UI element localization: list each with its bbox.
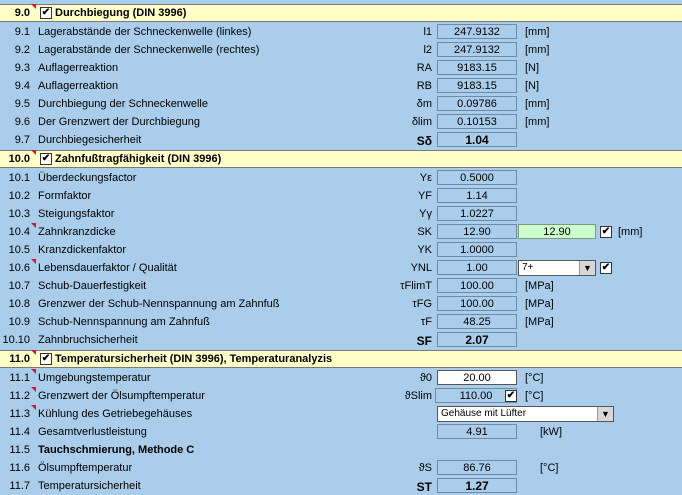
comment-marker[interactable] (31, 350, 36, 355)
row-11-4 (0, 423, 682, 441)
row-symbol: RA (416, 62, 432, 74)
row-label: Zahnkranzdicke (38, 226, 116, 238)
row-unit: [kW] (540, 426, 562, 438)
row-symbol: ST (416, 480, 432, 494)
row-value: 48.25 (437, 314, 517, 329)
row-label: Umgebungstemperatur (38, 372, 151, 384)
row-11-5 (0, 441, 682, 459)
row-10-10 (0, 331, 682, 349)
ambient-temperature-input[interactable]: 20.00 (437, 370, 517, 385)
row-11-7 (0, 477, 682, 495)
row-label: Gesamtverlustleistung (38, 426, 147, 438)
chevron-down-icon[interactable]: ▼ (579, 261, 595, 275)
row-11-2 (0, 387, 682, 405)
row-10-9 (0, 313, 682, 331)
row-value: 100.00 (437, 296, 517, 311)
row-unit: [MPa] (525, 316, 554, 328)
comment-marker[interactable] (31, 223, 36, 228)
row-unit: [mm] (525, 26, 550, 38)
row-unit: [°C] (525, 372, 544, 384)
cooling-select[interactable] (437, 406, 614, 422)
comment-marker[interactable] (31, 4, 36, 9)
row-9-5 (0, 95, 682, 113)
row-label: Schub-Nennspannung am Zahnfuß (38, 316, 210, 328)
row-number: 9.4 (14, 80, 30, 92)
row-10-8 (0, 295, 682, 313)
row-value: 247.9132 (437, 42, 517, 57)
row-label: Kühlung des Getriebegehäuses (38, 408, 193, 420)
row-number: 11.6 (9, 462, 30, 474)
row-number: 9.1 (14, 26, 30, 38)
row-10-2 (0, 187, 682, 205)
row-symbol: ϑSlim (404, 390, 432, 402)
row-number: 11.4 (9, 426, 30, 438)
row-value: 0.09786 (437, 96, 517, 111)
row-label: Auflagerreaktion (38, 62, 119, 74)
comment-marker[interactable] (31, 150, 36, 155)
row-9-7 (0, 131, 682, 149)
row-value: 100.00 (437, 278, 517, 293)
result-value: 1.27 (437, 478, 517, 493)
row-symbol: τFlimT (400, 280, 432, 292)
row-value: 1.14 (437, 188, 517, 203)
row-unit: [mm] (525, 44, 550, 56)
row-number: 10.5 (8, 244, 30, 256)
section-number: 9.0 (14, 7, 30, 19)
row-value: 1.0227 (437, 206, 517, 221)
row-symbol: l1 (423, 26, 432, 38)
row-symbol: YK (417, 244, 432, 256)
cooling-select-value: Gehäuse mit Lüfter (441, 408, 527, 419)
row-label: Zahnbruchsicherheit (38, 334, 138, 346)
row-value: 12.90 (437, 224, 517, 239)
row-label: Lebensdauerfaktor / Qualität (38, 262, 177, 274)
row-symbol: SF (416, 334, 432, 348)
section-number: 11.0 (9, 353, 30, 365)
row-symbol: Yε (419, 172, 432, 184)
row-10-7 (0, 277, 682, 295)
row-symbol: YF (417, 190, 432, 202)
result-value: 1.04 (437, 132, 517, 147)
row-10-6 (0, 259, 682, 277)
row-symbol: τF (420, 316, 432, 328)
row-11-1 (0, 369, 682, 387)
quality-select-value: 7+ (522, 262, 534, 273)
chevron-down-icon[interactable]: ▼ (597, 407, 613, 421)
row-9-3 (0, 59, 682, 77)
row-value: 247.9132 (437, 24, 517, 39)
row-unit: [MPa] (525, 280, 554, 292)
row-10-3 (0, 205, 682, 223)
row-label: Temperatursicherheit (38, 480, 141, 492)
comment-marker[interactable] (31, 387, 36, 392)
section-title: Temperatursicherheit (DIN 3996), Temperaturanalyzis (55, 353, 333, 365)
quality-checkbox[interactable]: ✔ (601, 262, 611, 273)
row-9-1 (0, 23, 682, 41)
section-header-9 (0, 4, 682, 22)
row-number: 9.6 (14, 116, 30, 128)
comment-marker[interactable] (31, 369, 36, 374)
row-value: 110.00 (435, 388, 517, 403)
row-value: 9183.15 (437, 78, 517, 93)
row-symbol: l2 (423, 44, 432, 56)
row-number: 9.5 (14, 98, 30, 110)
subsection-title: Tauchschmierung, Methode C (38, 444, 195, 456)
row-number: 10.10 (2, 334, 30, 346)
row-number: 10.8 (8, 298, 30, 310)
row-number: 11.2 (9, 390, 30, 402)
row-label: Steigungsfaktor (38, 208, 115, 220)
row-value: 0.5000 (437, 170, 517, 185)
row-label: Lagerabstände der Schneckenwelle (rechtes) (38, 44, 260, 56)
row-9-6 (0, 113, 682, 131)
row-number: 10.3 (8, 208, 30, 220)
row-10-4 (0, 223, 682, 241)
section-title: Durchbiegung (DIN 3996) (55, 7, 187, 19)
row-11-3 (0, 405, 682, 423)
row-number: 10.7 (8, 280, 30, 292)
row-symbol: δlim (411, 116, 432, 128)
row-unit: [N] (525, 80, 540, 92)
row-value: 1.00 (437, 260, 517, 275)
row-symbol: RB (416, 80, 432, 92)
comment-marker[interactable] (31, 405, 36, 410)
row-symbol: Sδ (416, 134, 432, 148)
row-number: 10.4 (8, 226, 30, 238)
row-number: 11.7 (9, 480, 30, 492)
row-symbol: Yγ (419, 208, 432, 220)
row-number: 11.1 (9, 372, 30, 384)
row-unit: [mm] (525, 116, 550, 128)
row-number: 9.3 (14, 62, 30, 74)
quality-select[interactable] (518, 260, 596, 276)
row-symbol: ϑ0 (419, 372, 432, 384)
row-number: 9.2 (14, 44, 30, 56)
row-10-5 (0, 241, 682, 259)
row-11-6 (0, 459, 682, 477)
section-checkbox[interactable]: ✔ (41, 153, 51, 164)
row-label: Schub-Dauerfestigkeit (38, 280, 147, 292)
row-label: Durchbiegung der Schneckenwelle (38, 98, 208, 110)
row-value: 9183.15 (437, 60, 517, 75)
section-header-10 (0, 150, 682, 168)
row-label: Ölsumpftemperatur (38, 462, 133, 474)
row-value: 1.0000 (437, 242, 517, 257)
row-label: Der Grenzwert der Durchbiegung (38, 116, 201, 128)
section-title: Zahnfußtragfähigkeit (DIN 3996) (55, 153, 222, 165)
row-unit: [mm] (525, 98, 550, 110)
row-symbol: ϑS (418, 462, 432, 474)
row-number: 10.2 (8, 190, 30, 202)
section-number: 10.0 (8, 153, 30, 165)
row-number: 11.3 (9, 408, 30, 420)
row-number: 10.1 (8, 172, 30, 184)
row-value: 0.10153 (437, 114, 517, 129)
row-unit: [MPa] (525, 298, 554, 310)
row-label: Auflagerreaktion (38, 80, 119, 92)
row-symbol: YNL (410, 262, 432, 274)
row-label: Kranzdickenfaktor (38, 244, 127, 256)
row-symbol: SK (417, 226, 432, 238)
row-number: 11.5 (9, 444, 30, 456)
row-9-2 (0, 41, 682, 59)
row-label: Überdeckungsfactor (38, 172, 137, 184)
row-label: Durchbiegesicherheit (38, 134, 142, 146)
comment-marker[interactable] (31, 259, 36, 264)
row-unit: [mm] (618, 226, 643, 238)
row-unit: [N] (525, 62, 540, 74)
row-value: 4.91 (437, 424, 517, 439)
row-label: Lagerabstände der Schneckenwelle (linkes) (38, 26, 252, 38)
row-symbol: τFG (412, 298, 432, 310)
row-symbol: δm (416, 98, 432, 110)
section-checkbox[interactable]: ✔ (41, 353, 51, 364)
row-10-1 (0, 169, 682, 187)
row-label: Formfaktor (38, 190, 92, 202)
rim-thickness-checkbox[interactable]: ✔ (601, 226, 611, 237)
section-checkbox[interactable]: ✔ (41, 7, 51, 18)
result-value: 2.07 (437, 332, 517, 347)
rim-thickness-input[interactable]: 12.90 (518, 224, 596, 239)
oil-limit-checkbox[interactable]: ✔ (506, 390, 516, 401)
row-value: 86.76 (437, 460, 517, 475)
row-9-4 (0, 77, 682, 95)
row-unit: [°C] (540, 462, 559, 474)
row-number: 10.9 (8, 316, 30, 328)
row-number: 9.7 (14, 134, 30, 146)
row-label: Grenzwert der Ölsumpftemperatur (38, 390, 205, 402)
row-unit: [°C] (525, 390, 544, 402)
row-number: 10.6 (8, 262, 30, 274)
row-label: Grenzwer der Schub-Nennspannung am Zahnfuß (38, 298, 280, 310)
section-header-11 (0, 350, 682, 368)
